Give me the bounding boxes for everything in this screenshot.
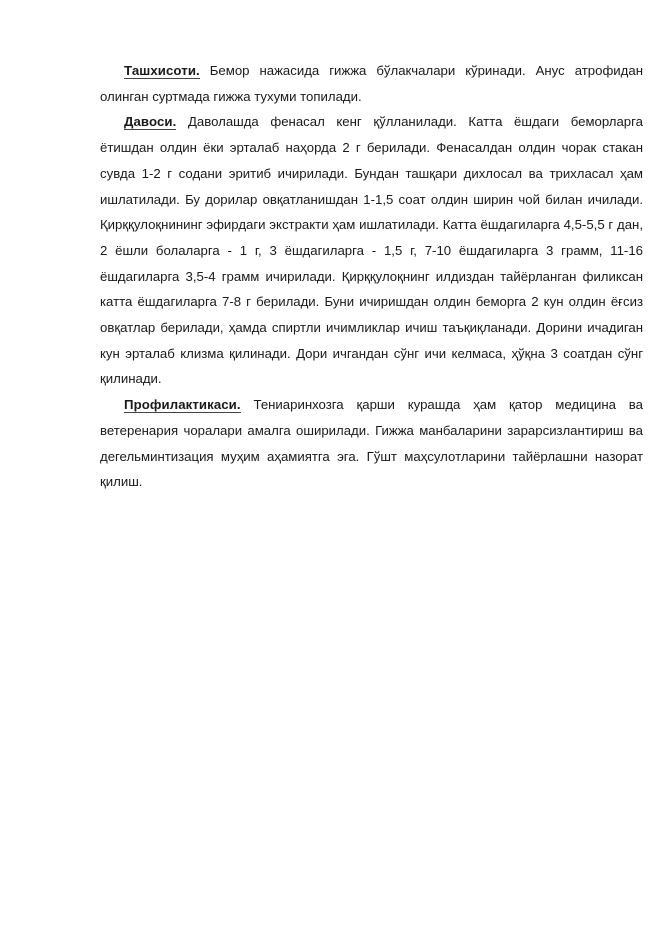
diagnosis-text: Бемор нажасида гижжа бўлакчалари кўринади. Анус атрофидан олинган суртмада гижжа тухуми топилади.	[100, 63, 643, 104]
prevention-text: Тениаринхозга қарши курашда ҳам қатор медицина ва ветеренария чоралари амалга оширилади. Гижжа манбаларини зарарсизлантириш ва дегельминтизация муҳим аҳамиятга эга. Гўшт маҳсулотларини тайёрлашни назорат қилиш.	[100, 397, 643, 490]
document-body	[100, 58, 643, 495]
treatment-text: Даволашда фенасал кенг қўлланилади. Катта ёшдаги беморларга ётишдан олдин ёки эрталаб наҳорда 2 г берилади. Фенасалдан олдин чорак стакан сувда 1-2 г содани эритиб ичирилади. Бундан ташқари дихлосал ва трихласал ҳам ишлатилади. Бу дорилар овқатланишдан 1-1,5 соат олдин ширин чой билан ичилади. Қирққулоқнининг эфирдаги экстракти ҳам ишлатилади. Катта ёшдагиларга 4,5-5,5 г дан, 2 ёшли болаларга - 1 г, 3 ёшдагиларга - 1,5 г, 7-10 ёшдагиларга 3 грамм, 11-16 ёшдагиларга 3,5-4 грамм ичирилади. Қирққулоқнинг илдиздан тайёрланган филиксан катта ёшдагиларга 7-8 г берилади. Буни ичиришдан олдин беморга 2 кун олдин ёғсиз овқатлар берилади, ҳамда спиртли ичимликлар ичиш таъқиқланади. Дорини ичадиган кун эрталаб клизма қилинади. Дори ичгандан сўнг ичи келмаса, ҳўқна 3 соатдан сўнг қилинади.	[100, 114, 643, 387]
paragraph-treatment	[100, 109, 643, 392]
diagnosis-heading: Ташхисоти.	[124, 63, 200, 78]
treatment-heading: Давоси.	[124, 114, 177, 130]
paragraph-prevention	[100, 392, 643, 495]
prevention-heading: Профилактикаси.	[124, 397, 241, 413]
paragraph-diagnosis	[100, 58, 643, 109]
